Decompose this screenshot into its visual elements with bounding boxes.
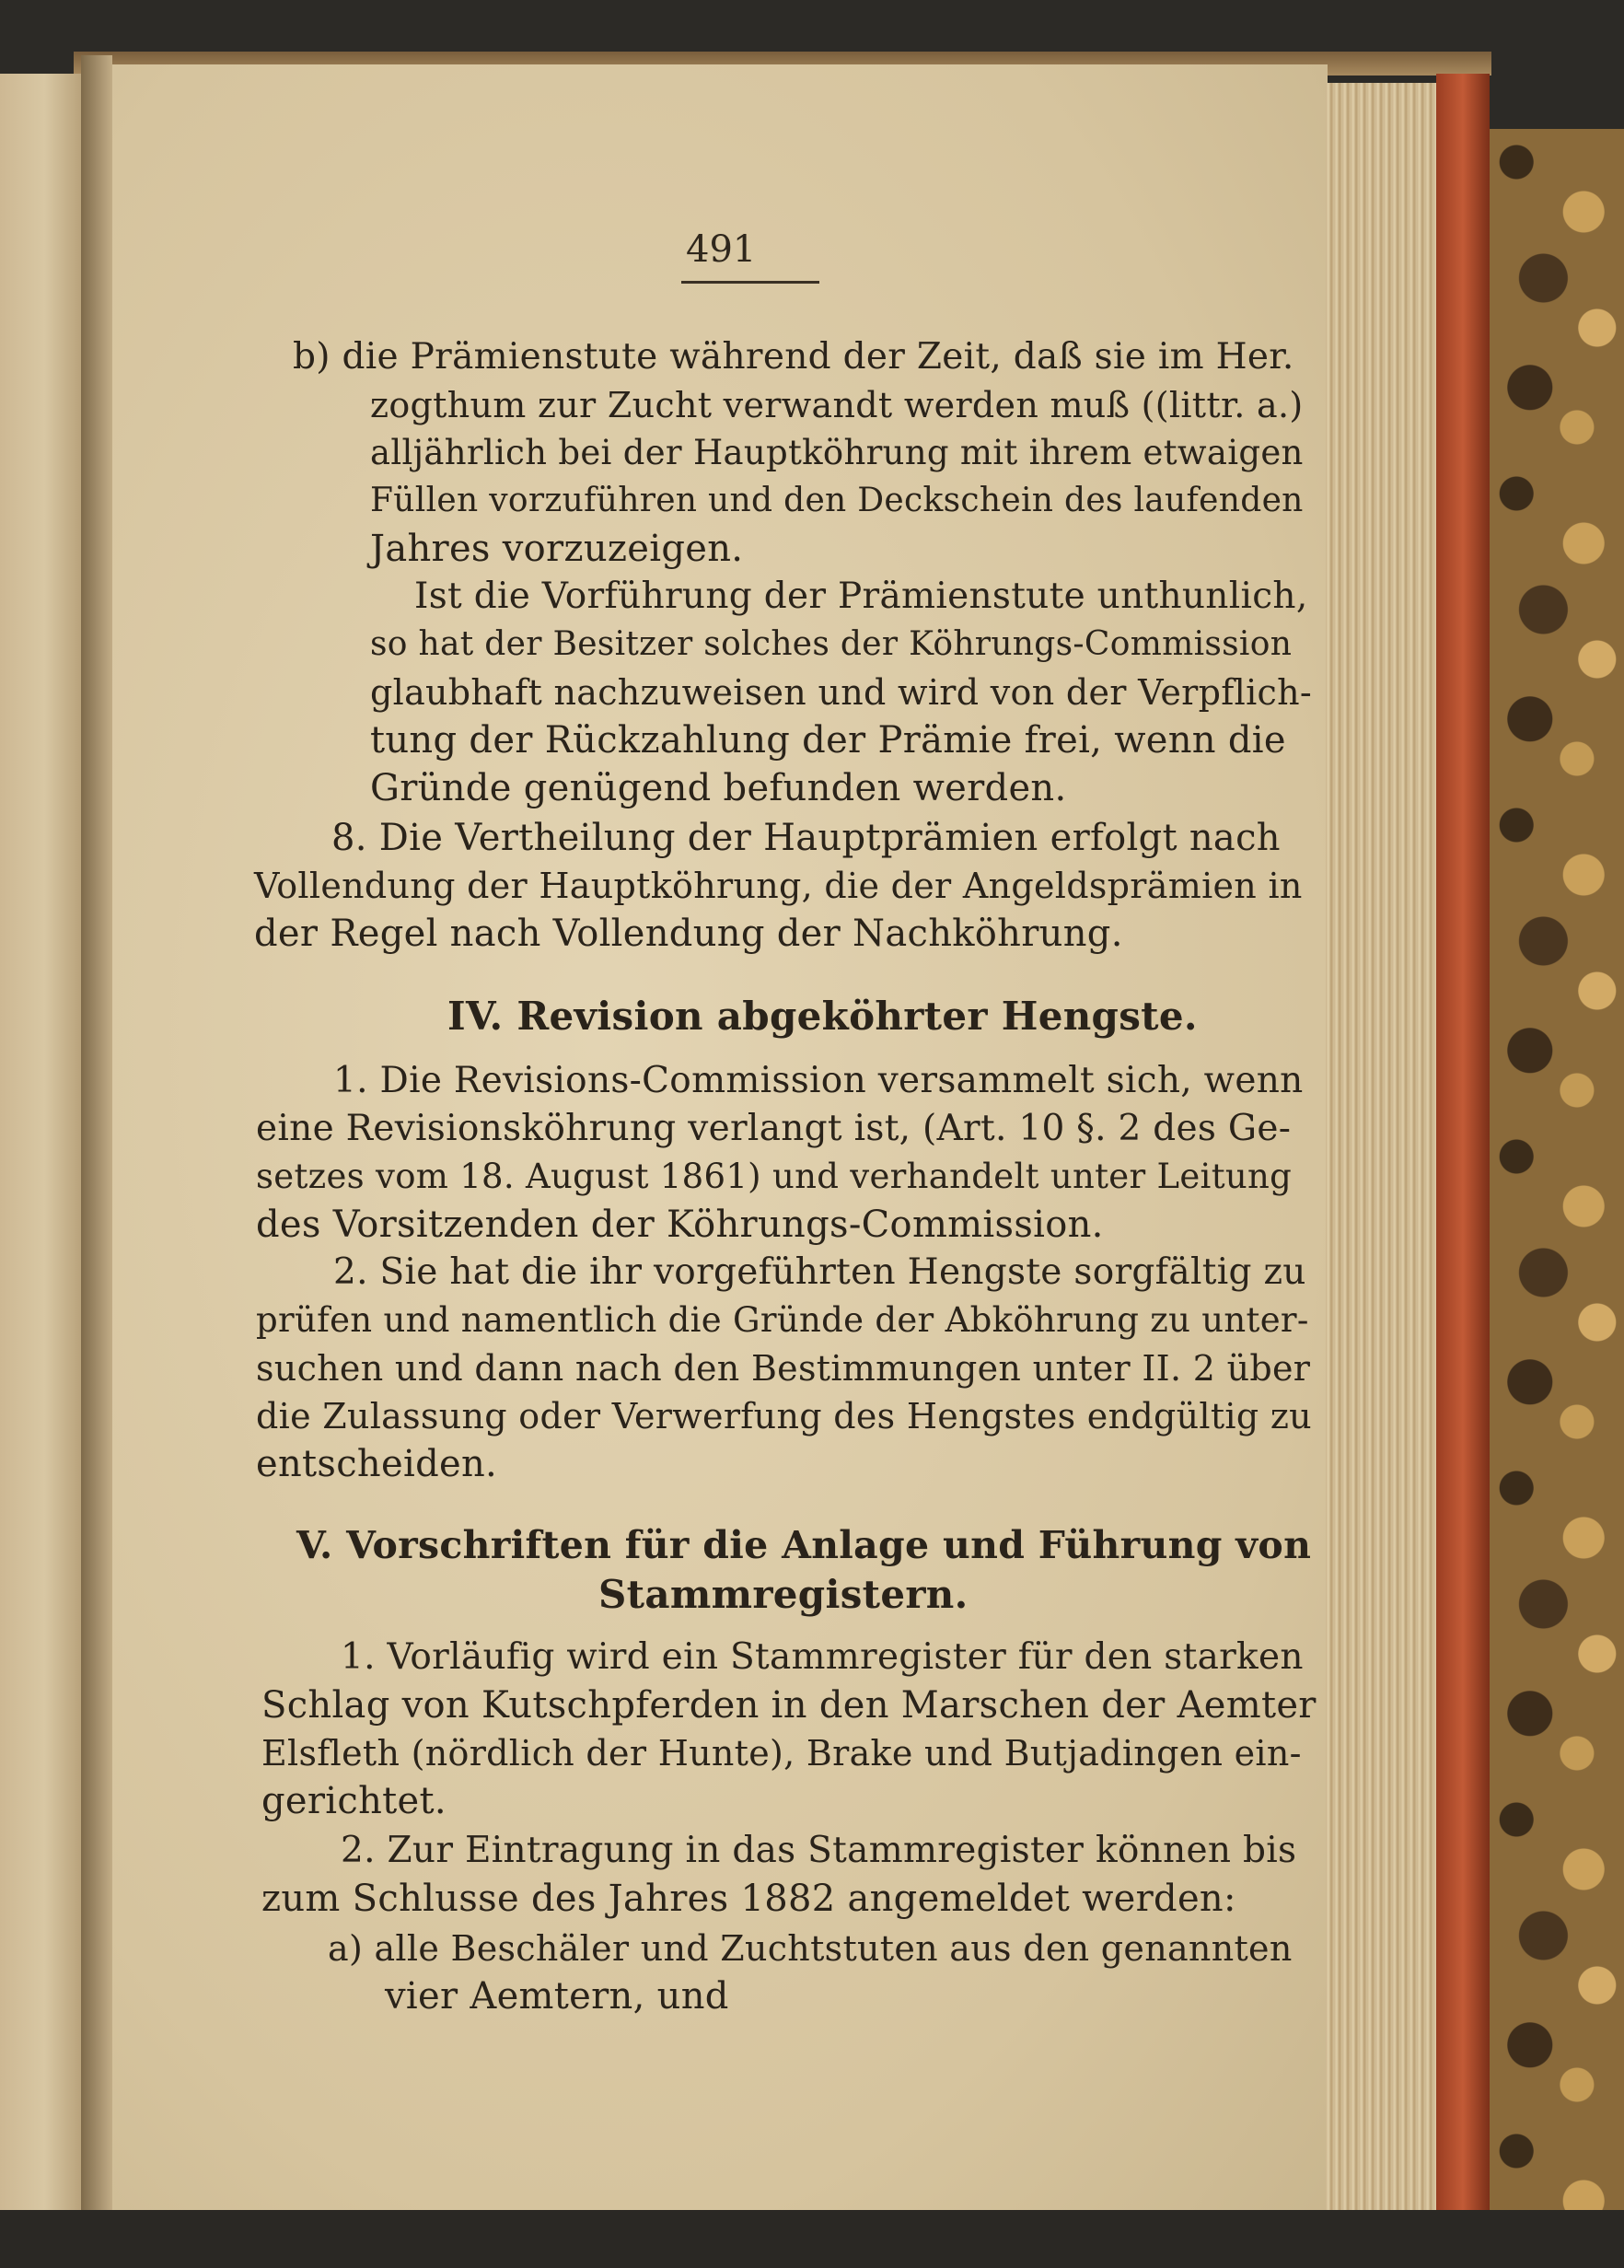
section-heading: Stammregistern. (598, 1572, 969, 1617)
text-line: 2. Zur Eintragung in das Stammregister können bis (341, 1830, 1297, 1871)
text-line: alljährlich bei der Hauptköhrung mit ihrem etwaigen (370, 433, 1304, 472)
section-heading: V. Vorschriften für die Anlage und Führung von (296, 1523, 1312, 1567)
text-line: Ist die Vorführung der Prämienstute unthunlich, (414, 576, 1308, 617)
text-line: 1. Vorläufig wird ein Stammregister für den starken (341, 1636, 1304, 1678)
text-line: prüfen und namentlich die Gründe der Abköhrung zu unter- (256, 1300, 1309, 1340)
text-line: Füllen vorzuführen und den Deckschein des laufenden (370, 482, 1304, 519)
text-line: gerichtet. (261, 1780, 447, 1822)
text-line: Schlag von Kutschpferden in den Marschen der Aemter (261, 1684, 1317, 1727)
text-line: 1. Die Revisions-Commission versammelt sich, wenn (333, 1060, 1304, 1101)
text-line: 8. Die Vertheilung der Hauptprämien erfolgt nach (331, 817, 1281, 859)
text-line: der Regel nach Vollendung der Nachköhrung. (254, 913, 1123, 955)
text-line: setzes vom 18. August 1861) und verhandelt unter Leitung (256, 1157, 1293, 1196)
text-line: tung der Rückzahlung der Prämie frei, wenn die (370, 719, 1286, 762)
section-heading: IV. Revision abgeköhrter Hengste. (447, 994, 1198, 1039)
text-line: b) die Prämienstute während der Zeit, daß sie im Her. (293, 336, 1294, 378)
text-line: zum Schlusse des Jahres 1882 angemeldet werden: (261, 1878, 1236, 1920)
text-line: Jahres vorzuzeigen. (370, 528, 744, 570)
text-line: suchen und dann nach den Bestimmungen unter II. 2 über (256, 1348, 1311, 1389)
text-line: glaubhaft nachzuweisen und wird von der Verpflich- (370, 672, 1313, 713)
text-line: a) alle Beschäler und Zuchtstuten aus den genannten (328, 1928, 1293, 1969)
text-line: Elsfleth (nördlich der Hunte), Brake und Butjadingen ein- (261, 1733, 1302, 1774)
text-line: zogthum zur Zucht verwandt werden muß ((littr. a.) (370, 385, 1304, 425)
text-line: Vollendung der Hauptköhrung, die der Angeldsprämien in (254, 866, 1303, 906)
text-line: die Zulassung oder Verwerfung des Hengstes endgültig zu (256, 1396, 1312, 1436)
text-line: eine Revisionsköhrung verlangt ist, (Art. 10 §. 2 des Ge- (256, 1108, 1292, 1149)
text-line: so hat der Besitzer solches der Köhrungs-Commission (370, 625, 1293, 663)
text-line: Gründe genügend befunden werden. (370, 767, 1067, 809)
text-line: entscheiden. (256, 1443, 498, 1485)
page-number: 491 (686, 228, 757, 271)
text-line: des Vorsitzenden der Köhrungs-Commission. (256, 1204, 1104, 1246)
text-line: vier Aemtern, und (385, 1975, 729, 2018)
text-line: 2. Sie hat die ihr vorgeführten Hengste sorgfältig zu (333, 1251, 1306, 1293)
